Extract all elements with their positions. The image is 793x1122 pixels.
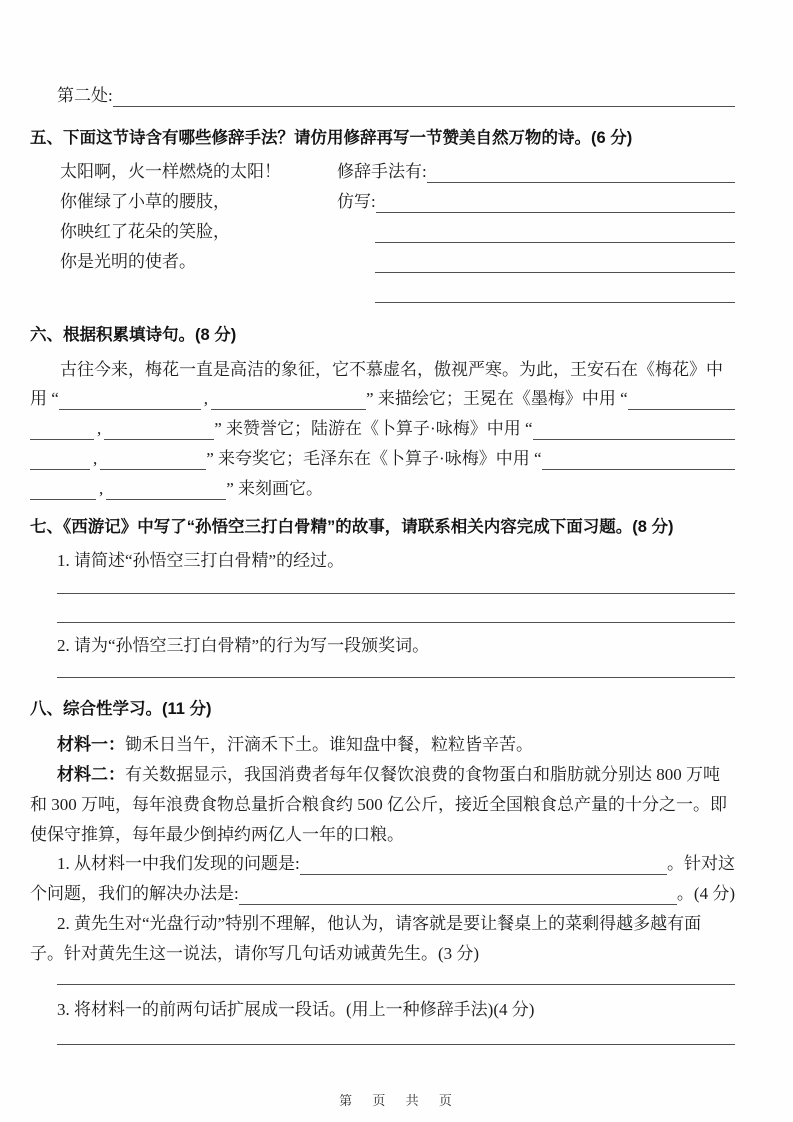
page-footer: 第 页 共 页: [339, 1093, 454, 1108]
fill-poem-line: [30, 448, 735, 470]
answer-line: [375, 251, 735, 273]
answer-blank: [628, 395, 735, 410]
material1-line: [57, 734, 533, 756]
material2-line: [57, 764, 720, 786]
q1-prefix: 1. 从材料一中我们发现的问题是:: [57, 854, 300, 873]
answer-blank: [30, 425, 94, 440]
section6-intro: 古往今来，梅花一直是高洁的象征，它不慕虚名，傲视严寒。为此，王安石在《梅花》中: [60, 360, 723, 379]
fill-suffix: ” 来描绘它；王冕在《墨梅》中用 “: [366, 389, 628, 408]
fill-poem-line: [30, 388, 735, 410]
fill-prefix: 用 “: [30, 389, 59, 408]
answer-blank: [57, 579, 735, 594]
imitate-answer-line: [337, 191, 735, 213]
devices-label: 修辞手法有:: [337, 162, 427, 181]
answer-blank: [113, 92, 735, 107]
section8-heading: 八、综合性学习。(11 分): [30, 700, 212, 718]
fill-suffix: ” 来刻画它。: [226, 479, 324, 498]
poem-line: 你是光明的使者。: [60, 252, 196, 271]
comma-separator: ,: [99, 479, 104, 498]
poem-line: 你催绿了小草的腰肢，: [60, 192, 230, 211]
q1-prefix2: 个问题，我们的解决办法是:: [30, 884, 239, 903]
answer-blank: [100, 455, 206, 470]
answer-blank: [300, 860, 667, 875]
answer-blank: [57, 608, 735, 623]
poem-line: 太阳啊，火一样燃烧的太阳！: [60, 162, 281, 181]
poem-line: 你映红了花朵的笑脸，: [60, 222, 230, 241]
imitate-label: 仿写:: [337, 192, 376, 211]
answer-line: [57, 601, 735, 623]
answer-blank: [57, 1030, 735, 1045]
answer-line: [375, 221, 735, 243]
material2-label: 材料二：: [57, 765, 125, 784]
answer-blank: [375, 258, 735, 273]
material2-line: 使保守推算，每年最少倒掉约两亿人一年的口粮。: [30, 825, 404, 844]
devices-answer-line: [337, 161, 735, 183]
section8-q2-line1: 2. 黄先生对“光盘行动”特别不理解，他认为，请客就是要让餐桌上的菜剩得越多越有面: [57, 914, 702, 933]
fill-poem-line: [30, 478, 323, 500]
answer-blank: [376, 198, 735, 213]
section8-q3: 3. 将材料一的前两句话扩展成一段话。(用上一种修辞手法)(4 分): [57, 1000, 535, 1019]
answer-blank: [106, 485, 226, 500]
fill-suffix: ” 来夸奖它；毛泽东在《卜算子·咏梅》中用 “: [206, 449, 542, 468]
answer-blank: [30, 485, 96, 500]
carryover-label: 第二处:: [57, 86, 113, 105]
section6-heading: 六、根据积累填诗句。(8 分): [30, 326, 237, 344]
q1-end: 。(4 分): [676, 884, 735, 903]
material2-line: 和 300 万吨，每年浪费食物总量折合粮食约 500 亿公斤，接近全国粮食总产量的十分之一。即: [30, 795, 727, 814]
section8-q2-line2: 子。针对黄先生这一说法，请你写几句话劝诫黄先生。(3 分): [30, 944, 480, 963]
answer-blank: [533, 425, 735, 440]
answer-line: [57, 1023, 735, 1045]
carryover-line: [57, 85, 735, 107]
section5-heading: 五、下面这节诗含有哪些修辞手法？请仿用修辞再写一节赞美自然万物的诗。(6 分): [30, 129, 633, 147]
fill-suffix: ” 来赞誉它；陆游在《卜算子·咏梅》中用 “: [214, 419, 533, 438]
answer-blank: [375, 228, 735, 243]
comma-separator: ,: [97, 419, 102, 438]
section8-q1-line1: [57, 853, 735, 875]
answer-line: [57, 656, 735, 678]
q1-middle: 。针对这: [667, 854, 735, 873]
section7-q1: 1. 请简述“孙悟空三打白骨精”的经过。: [57, 551, 345, 570]
fill-poem-line: [30, 418, 735, 440]
answer-blank: [427, 168, 735, 183]
section8-q1-line2: [30, 883, 735, 905]
material1-text: 锄禾日当午，汗滴禾下土。谁知盘中餐，粒粒皆辛苦。: [125, 735, 533, 754]
answer-line: [57, 572, 735, 594]
answer-blank: [59, 395, 201, 410]
answer-line: [375, 281, 735, 303]
section7-q2: 2. 请为“孙悟空三打白骨精”的行为写一段颁奖词。: [57, 636, 430, 655]
answer-blank: [57, 970, 735, 985]
answer-blank: [375, 288, 735, 303]
answer-line: [57, 963, 735, 985]
comma-separator: ,: [203, 389, 209, 408]
answer-blank: [239, 890, 677, 905]
comma-separator: ,: [93, 449, 98, 468]
answer-blank: [57, 663, 735, 678]
answer-blank: [104, 425, 214, 440]
answer-blank: [542, 455, 735, 470]
section7-heading: 七、《西游记》中写了“孙悟空三打白骨精”的故事，请联系相关内容完成下面习题。(8 分): [30, 518, 674, 536]
answer-blank: [211, 395, 366, 410]
material2-text: 有关数据显示，我国消费者每年仅餐饮浪费的食物蛋白和脂肪就分别达 800 万吨: [125, 765, 720, 784]
answer-blank: [30, 455, 90, 470]
material1-label: 材料一：: [57, 735, 125, 754]
